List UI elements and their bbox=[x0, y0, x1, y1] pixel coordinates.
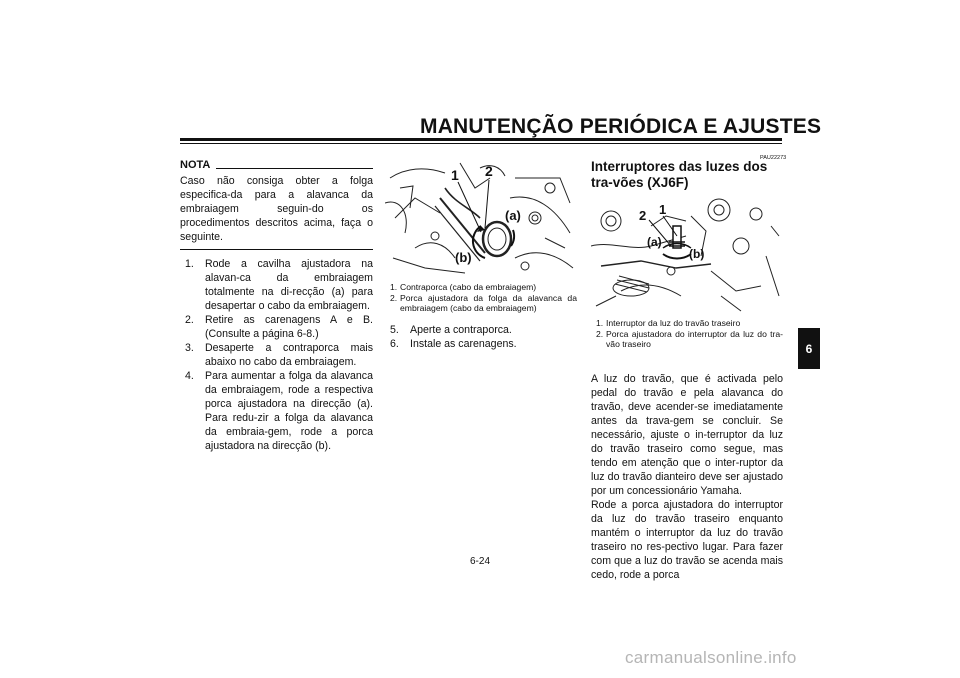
step-number: 3. bbox=[185, 342, 194, 354]
caption-text: Porca ajustadora do interruptor da luz do tra-vão traseiro bbox=[606, 328, 783, 349]
step-text: Desaperte a contraporca mais abaixo no cabo da embraiagem. bbox=[205, 342, 373, 368]
body-paragraph: Rode a porca ajustadora do interruptor da luz do travão traseiro enquanto mantém o interruptor da luz do travão traseiro no res-pectivo lugar. Para fazer com que a luz do travão se acenda mais cedo, rode a porca bbox=[591, 499, 783, 581]
list-item bbox=[180, 257, 373, 313]
step-text: Para aumentar a folga da alavanca da embraiagem, rode a respectiva porca ajustadora na direcção (a). Para redu-zir a folga da alavanca da embraia-gem, rode a porca ajustadora na direcção (b). bbox=[205, 370, 373, 452]
callout-a: (a) bbox=[647, 235, 662, 249]
caption-number: 1. bbox=[390, 282, 398, 292]
list-item bbox=[385, 323, 575, 337]
caption-number: 2. bbox=[596, 328, 604, 339]
step-text: Rode a cavilha ajustadora na alavan-ca da embraiagem totalmente na di-recção (a) para desapertar o cabo da embraiagem. bbox=[205, 258, 373, 312]
nota-label: NOTA bbox=[180, 159, 211, 171]
section-code: PAU22273 bbox=[760, 155, 787, 161]
callout-1: 1 bbox=[659, 202, 667, 217]
list-item bbox=[180, 313, 373, 341]
step-text: Instale as carenagens. bbox=[410, 338, 517, 350]
clutch-illustration bbox=[385, 158, 575, 276]
clutch-figure-captions bbox=[385, 282, 577, 314]
page-title: MANUTENÇÃO PERIÓDICA E AJUSTES bbox=[420, 115, 822, 138]
list-item bbox=[591, 329, 783, 350]
nota-text: Caso não consiga obter a folga especifica-da para a alavanca da embraiagem seguin-do os procedimentos descritos acima, faça o seguinte. bbox=[180, 175, 373, 243]
list-item bbox=[385, 337, 575, 351]
page-number: 6-24 bbox=[469, 556, 490, 567]
caption-text: Interruptor da luz do travão traseiro bbox=[606, 318, 741, 328]
list-item bbox=[180, 341, 373, 369]
callout-2: 2 bbox=[639, 208, 647, 223]
step-number: 4. bbox=[185, 370, 194, 382]
brake-figure-captions bbox=[591, 318, 783, 350]
header-rule-thin bbox=[180, 143, 782, 144]
list-item bbox=[385, 282, 577, 293]
header-rule-thick bbox=[180, 138, 782, 141]
watermark: carmanualsonline.info bbox=[625, 648, 797, 667]
caption-text: Porca ajustadora da folga da alavanca da embraiagem (cabo da embraiagem) bbox=[400, 292, 577, 313]
caption-number: 2. bbox=[390, 292, 398, 303]
step-number: 6. bbox=[390, 338, 399, 350]
step-text: Aperte a contraporca. bbox=[410, 324, 512, 336]
list-item bbox=[591, 318, 783, 329]
list-item bbox=[385, 293, 577, 314]
list-item bbox=[180, 369, 373, 453]
step-number: 5. bbox=[390, 324, 399, 336]
brake-switch-figure bbox=[591, 196, 781, 312]
section-heading: Interruptores das luzes dos tra-vões (XJ6F) bbox=[591, 159, 768, 190]
callout-b: (b) bbox=[689, 247, 705, 261]
caption-text: Contraporca (cabo da embraiagem) bbox=[400, 282, 537, 292]
step-number: 1. bbox=[185, 258, 194, 270]
clutch-adjuster-figure bbox=[385, 158, 575, 276]
steps-list-left bbox=[180, 257, 373, 453]
callout-a: (a) bbox=[505, 208, 521, 223]
step-text: Retire as carenagens A e B. (Consulte a página 6-8.) bbox=[205, 314, 373, 340]
nota-heading bbox=[180, 158, 373, 172]
left-column bbox=[180, 158, 373, 453]
body-paragraph: A luz do travão, que é activada pelo pedal do travão e pela alavanca do travão, deve acender-se imediatamente antes da trava-gem se concluir. Se necessário, ajuste o in-terruptor da luz do travão traseiro como segue, mas tendo em atenção que o inter-ruptor da luz do travão dianteiro deve ser ajustado por um concessionário Yamaha. bbox=[591, 373, 783, 497]
steps-list-middle bbox=[385, 323, 575, 351]
step-number: 2. bbox=[185, 314, 194, 326]
brake-illustration bbox=[591, 196, 781, 312]
nota-rule bbox=[216, 168, 373, 169]
caption-number: 1. bbox=[596, 318, 604, 328]
right-body-text bbox=[591, 372, 783, 582]
nota-end-rule bbox=[180, 249, 373, 250]
callout-1: 1 bbox=[451, 167, 459, 183]
callout-2: 2 bbox=[485, 163, 493, 179]
chapter-tab: 6 bbox=[798, 328, 820, 369]
callout-b: (b) bbox=[455, 250, 472, 265]
